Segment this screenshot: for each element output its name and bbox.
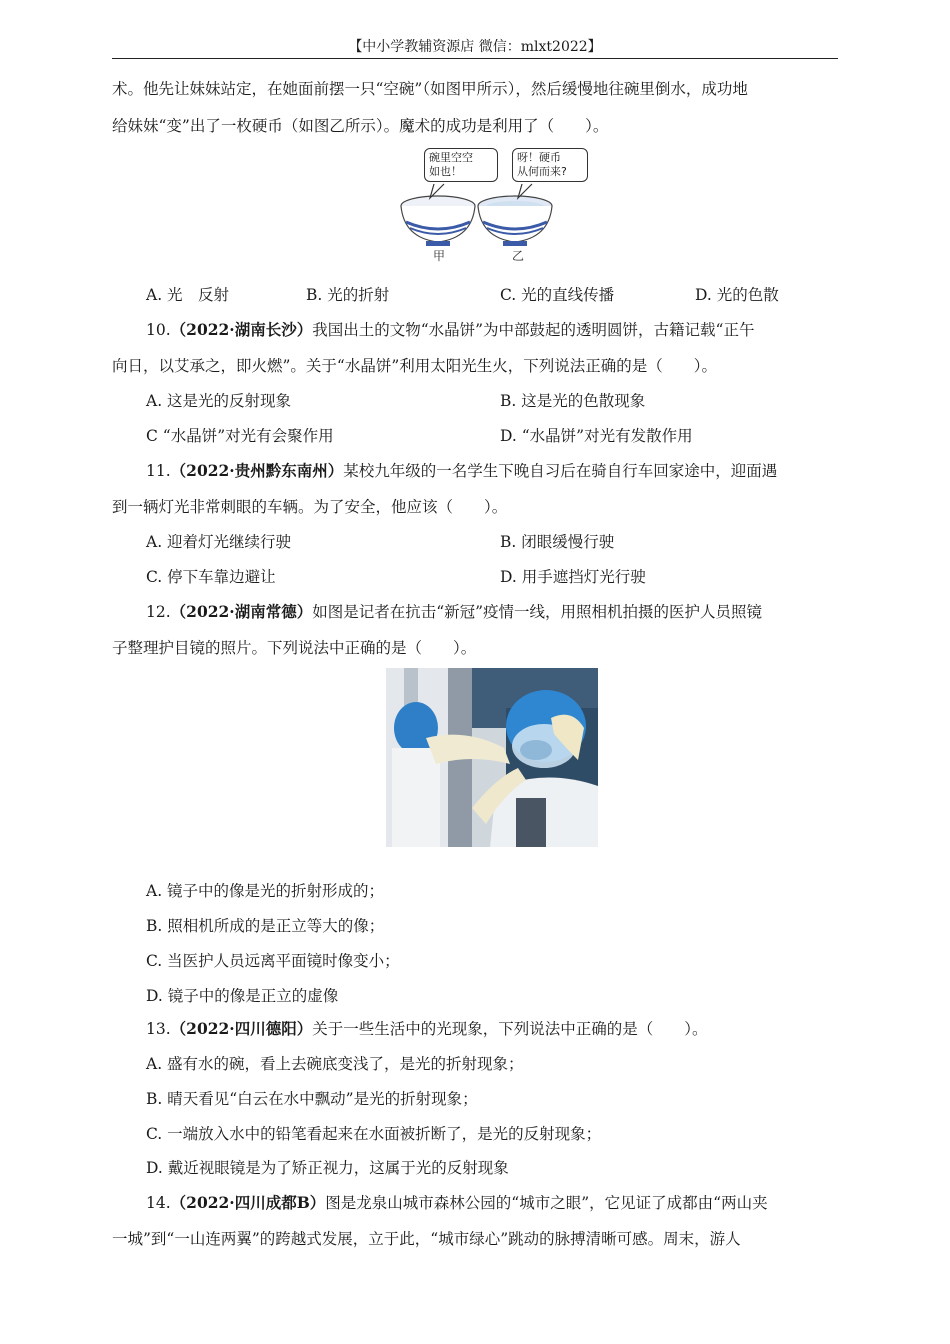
bubble-right-line1: 呀！硬币	[517, 151, 561, 164]
q12-text1: 如图是记者在抗击“新冠”疫情一线，用照相机拍摄的医护人员照镜	[312, 603, 763, 621]
q11-line2: 到一辆灯光非常刺眼的车辆。为了安全，他应该（ ）。	[112, 498, 508, 516]
q11-option-a: A. 迎着灯光继续行驶	[146, 533, 292, 551]
q13-line1	[146, 1019, 707, 1039]
photo-illustration	[386, 668, 598, 847]
q13-number: 13.	[146, 1020, 171, 1038]
q9-line1: 术。他先让妹妹站定，在她面前摆一只“空碗”（如图甲所示），然后缓慢地往碗里倒水，成功地	[112, 80, 748, 98]
q12-option-b: B. 照相机所成的是正立等大的像；	[146, 917, 385, 935]
q12-option-d: D. 镜子中的像是正立的虚像	[146, 987, 339, 1005]
q12-option-c: C. 当医护人员远离平面镜时像变小；	[146, 952, 400, 970]
q13-option-a: A. 盛有水的碗，看上去碗底变浅了，是光的折射现象；	[146, 1055, 524, 1073]
page-header: 【中小学教辅资源店 微信：mlxt2022】	[348, 39, 602, 55]
bubble-left-line1: 碗里空空	[429, 151, 473, 164]
q14-line1	[146, 1193, 768, 1213]
q10-option-a: A. 这是光的反射现象	[146, 392, 292, 410]
q11-option-c: C. 停下车靠边避让	[146, 568, 276, 586]
q14-line2: 一城”到“一山连两翼”的跨越式发展，立于此，“城市绿心”跳动的脉搏清晰可感。周末，游人	[112, 1230, 741, 1248]
q10-number: 10.	[146, 321, 171, 339]
q13-text1: 关于一些生活中的光现象，下列说法中正确的是（ ）。	[312, 1020, 708, 1038]
q10-line2: 向日，以艾承之，即火燃”。关于“水晶饼”利用太阳光生火，下列说法正确的是（ ）。	[112, 357, 718, 375]
q11-option-d: D. 用手遮挡灯光行驶	[500, 568, 646, 586]
header-rule	[112, 58, 838, 59]
q11-line1	[146, 461, 777, 481]
q12-source: （2022·湖南常德）	[170, 602, 313, 621]
q10-option-b: B. 这是光的色散现象	[500, 392, 646, 410]
q10-source: （2022·湖南长沙）	[170, 320, 313, 339]
q12-number: 12.	[146, 603, 171, 621]
q13-option-c: C. 一端放入水中的铅笔看起来在水面被折断了，是光的反射现象；	[146, 1125, 602, 1143]
q11-number: 11.	[146, 462, 171, 480]
q9-option-b: B. 光的折射	[306, 286, 390, 304]
speech-bubble-right	[512, 148, 588, 182]
q11-text1: 某校九年级的一名学生下晚自习后在骑自行车回家途中，迎面遇	[343, 462, 778, 480]
q10-line1	[146, 320, 754, 340]
q14-text1: 图是龙泉山城市森林公园的“城市之眼”，它见证了成都由“两山夹	[325, 1194, 768, 1212]
bubble-left-line2: 如也！	[429, 165, 462, 178]
q10-option-c: C “水晶饼”对光有会聚作用	[146, 427, 334, 445]
q9-option-c: C. 光的直线传播	[500, 286, 615, 304]
speech-bubble-left	[424, 148, 498, 182]
q9-option-a: A. 光 反射	[146, 286, 230, 304]
figure-label-yi: 乙	[512, 249, 525, 263]
bubble-right-line2: 从何而来?	[517, 165, 567, 178]
q9-option-d: D. 光的色散	[695, 286, 779, 304]
q13-source: （2022·四川德阳）	[170, 1019, 313, 1038]
q11-option-b: B. 闭眼缓慢行驶	[500, 533, 615, 551]
q13-option-d: D. 戴近视眼镜是为了矫正视力，这属于光的反射现象	[146, 1159, 509, 1177]
q14-source: （2022·四川成都B）	[170, 1193, 326, 1212]
q14-number: 14.	[146, 1194, 171, 1212]
q12-option-a: A. 镜子中的像是光的折射形成的；	[146, 882, 385, 900]
q10-option-d: D. “水晶饼”对光有发散作用	[500, 427, 693, 445]
q9-line2: 给妹妹“变”出了一枚硬币（如图乙所示）。魔术的成功是利用了（ ）。	[112, 117, 609, 135]
q12-line1	[146, 602, 762, 622]
q11-source: （2022·贵州黔东南州）	[170, 461, 344, 480]
figure-label-jia: 甲	[433, 249, 446, 263]
q13-option-b: B. 晴天看见“白云在水中飘动”是光的折射现象；	[146, 1090, 478, 1108]
q12-line2: 子整理护目镜的照片。下列说法中正确的是（ ）。	[112, 639, 477, 657]
medical-worker-photo	[386, 668, 598, 847]
q10-text1: 我国出土的文物“水晶饼”为中部鼓起的透明圆饼，古籍记载“正午	[312, 321, 755, 339]
